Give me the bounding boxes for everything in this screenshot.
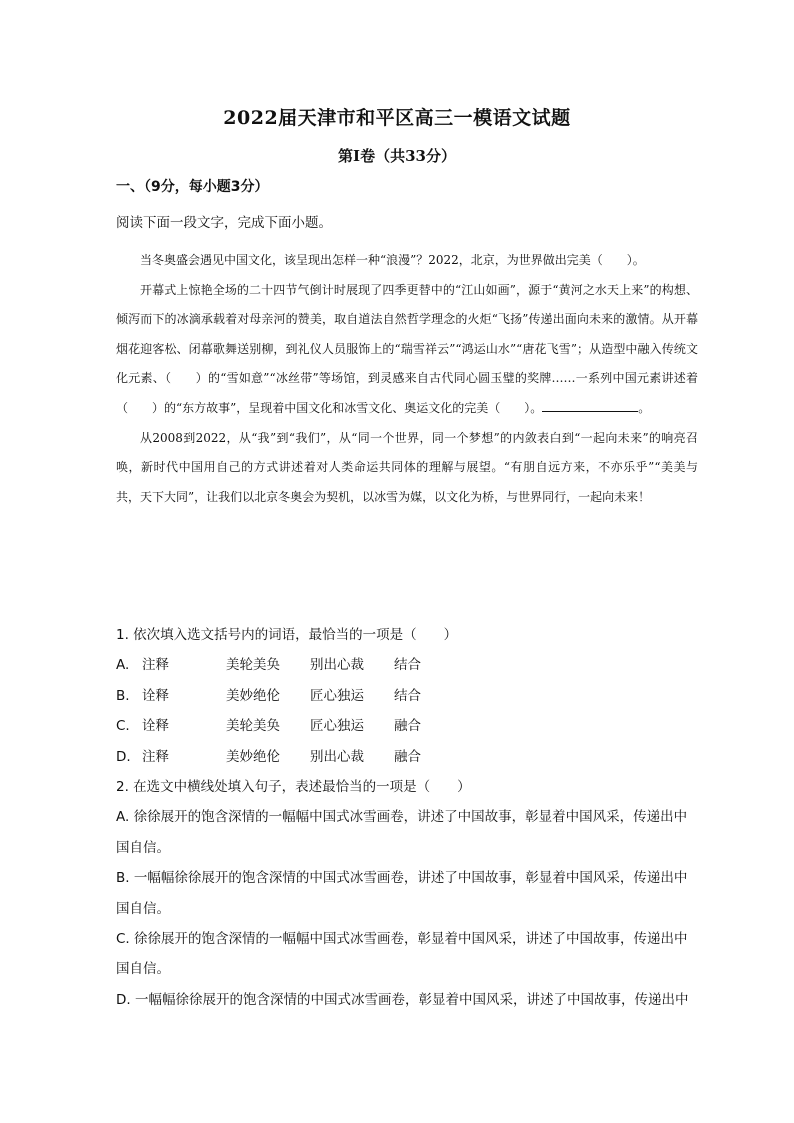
option-word: 融合: [394, 718, 421, 735]
question-2-option-b: B. 一幅幅徐徐展开的饱含深情的中国式冰雪画卷，讲述了中国故事，彰显着中国风采，传递出中国自信。: [116, 870, 688, 917]
option-word: 别出心裁: [310, 748, 364, 765]
option-word: 匠心独运: [310, 718, 364, 735]
fill-blank-line: [542, 399, 638, 412]
option-letter: C.: [116, 718, 130, 735]
question-2-option-a: A. 徐徐展开的饱含深情的一幅幅中国式冰雪画卷，讲述了中国故事，彰显着中国风采，传递出中国自信。: [116, 809, 688, 856]
passage-paragraph-3: 从2008到2022，从“我”到“我们”，从“同一个世界，同一个梦想”的内敛表白到“一起向未来”的响亮召唤，新时代中国用自己的方式讲述着对人类命运共同体的理解与展望。“有朋自远方来，不亦乐乎”“美美与共，天下大同”，让我们以北京冬奥会为契机，以冰雪为媒，以文化为桥，与世界同行，一起向未来！: [116, 430, 698, 504]
option-word: 注释: [142, 657, 169, 674]
option-letter: B.: [116, 687, 130, 704]
passage-paragraph-2-text: 开幕式上惊艳全场的二十四节气倒计时展现了四季更替中的“江山如画”，源于“黄河之水天上来”的构想、倾泻而下的冰滴承载着对母亲河的赞美，取自道法自然哲学理念的火炬“飞扬”传递出面向未来的激情。从开幕烟花迎客松、闭幕歌舞送别柳，到礼仪人员服饰上的“瑞雪祥云”“鸿运山水”“唐花飞雪”；从造型中融入传统文化元素、（ ）的“雪如意”“冰丝带”等场馆，到灵感来自古代同心圆玉璧的奖牌……一系列中国元素讲述着（ ）的“东方故事”，呈现着中国文化和冰雪文化、奥运文化的完美（ ）。: [116, 282, 698, 415]
option-word: 结合: [394, 687, 421, 704]
option-letter: D.: [116, 748, 131, 765]
option-word: 注释: [142, 748, 169, 765]
reading-passage: [116, 246, 698, 512]
option-word: 匠心独运: [310, 687, 364, 704]
question-2-option-c: C. 徐徐展开的饱含深情的一幅幅中国式冰雪画卷，彰显着中国风采，讲述了中国故事，传递出中国自信。: [116, 931, 688, 978]
passage-paragraph-2-end: 。: [638, 400, 651, 415]
passage-paragraph-1: 当冬奥盛会遇见中国文化，该呈现出怎样一种“浪漫”？2022，北京，为世界做出完美（ ）。: [140, 253, 645, 267]
option-word: 融合: [394, 748, 421, 765]
option-word: 结合: [394, 657, 421, 674]
option-word: 诠释: [142, 718, 169, 735]
option-word: 美轮美奂: [226, 657, 280, 674]
option-word: 美妙绝伦: [226, 748, 280, 765]
question-1-option-d: [116, 742, 700, 772]
option-word: 别出心裁: [310, 657, 364, 674]
question-2-stem: 2. 在选文中横线处填入句子，表述最恰当的一项是（ ）: [116, 779, 471, 796]
question-list: [116, 620, 700, 1015]
option-word: 诠释: [142, 687, 169, 704]
question-1-option-c: [116, 711, 700, 741]
option-word: 美妙绝伦: [226, 687, 280, 704]
option-letter: A.: [116, 657, 130, 674]
question-1-option-a: [116, 650, 700, 680]
section-heading: 一、（9分，每小题3分）: [116, 179, 269, 195]
passage-paragraph-2: [116, 276, 698, 424]
question-1-stem: 1. 依次填入选文括号内的词语，最恰当的一项是（ ）: [116, 627, 458, 643]
page-title: 2022届天津市和平区高三一模语文试题: [223, 107, 571, 129]
question-2-option-d: D. 一幅幅徐徐展开的饱含深情的中国式冰雪画卷，彰显着中国风采，讲述了中国故事，传递出中: [116, 991, 689, 1008]
question-1-option-b: [116, 681, 700, 711]
section-intro: 阅读下面一段文字，完成下面小题。: [116, 215, 332, 231]
option-word: 美轮美奂: [226, 718, 280, 735]
volume-subtitle: 第Ⅰ卷（共33分）: [338, 147, 456, 165]
